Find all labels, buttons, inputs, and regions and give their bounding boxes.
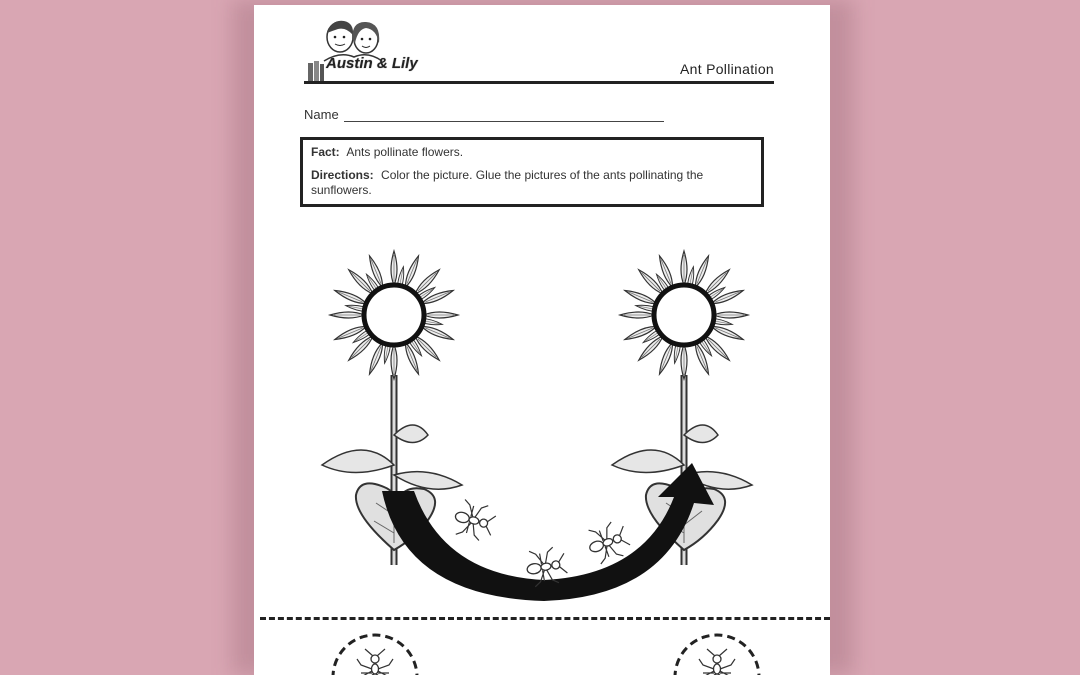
fact-line [311, 145, 753, 160]
directions-line [311, 168, 753, 198]
directions-label: Directions: [311, 168, 374, 182]
ant-cutout-right[interactable] [672, 631, 762, 675]
ant-cutout-left[interactable] [330, 631, 420, 675]
fact-label: Fact: [311, 145, 340, 159]
title-divider [304, 81, 774, 84]
fact-text: Ants pollinate flowers. [346, 145, 464, 159]
name-field[interactable] [344, 121, 664, 122]
logo-text: Austin & Lily [326, 55, 418, 72]
sunflower-illustration [254, 245, 830, 615]
worksheet-page [254, 5, 830, 675]
directions-text: Color the picture. Glue the pictures of the ants pollinating the sunflowers. [311, 168, 704, 197]
worksheet-title: Ant Pollination [679, 61, 774, 77]
fact-directions-box [300, 137, 764, 207]
austin-lily-logo [302, 13, 412, 85]
ant-1 [451, 498, 498, 543]
name-label: Name [304, 107, 339, 122]
cut-line [260, 617, 830, 620]
